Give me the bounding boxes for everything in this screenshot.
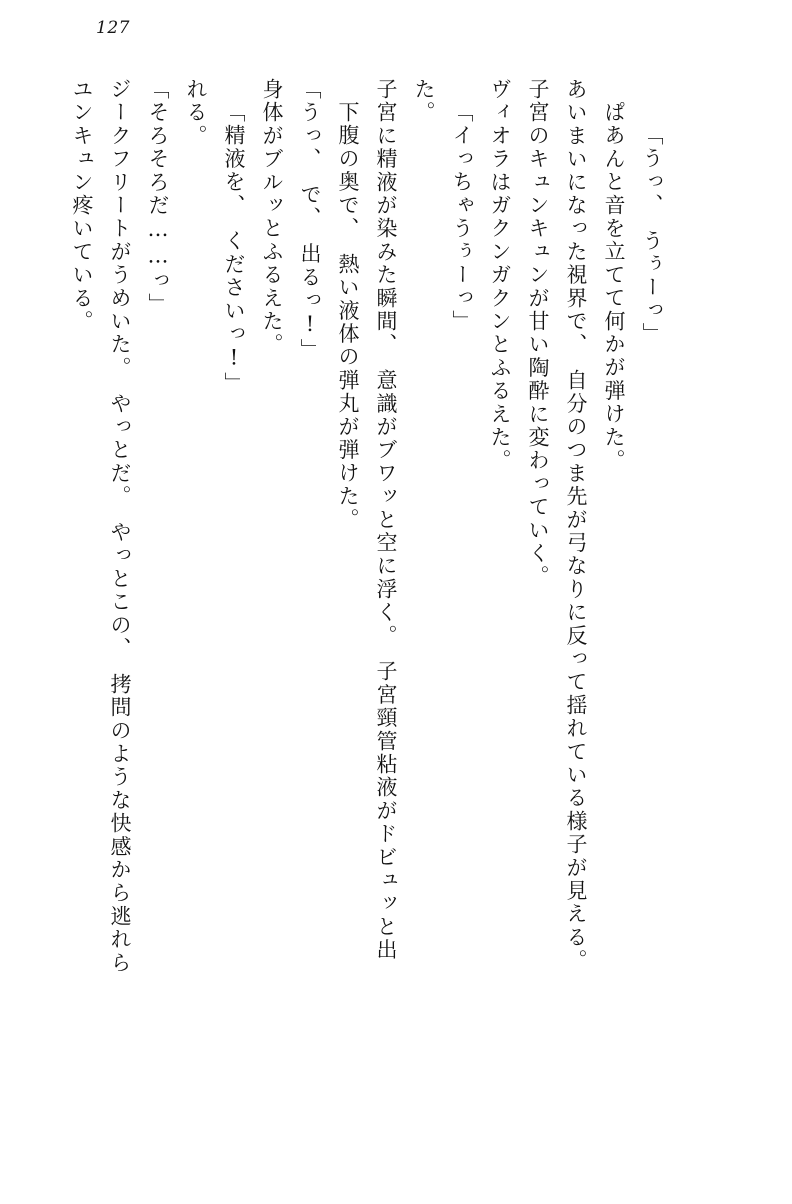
- text-column: 「イっちゃうぅーっ」: [450, 101, 474, 333]
- text-column: た。: [412, 78, 436, 125]
- text-column: 子宮に精液が染みた瞬間、 意識がブワッと空に浮く。 子宮頸管粘液がドビュッと出: [374, 78, 398, 962]
- text-column: ジークフリートがうめいた。 やっとだ。 やっとこの、 拷問のような快感から逃れら: [108, 78, 132, 975]
- text-column: 「うっ、 で、 出るっ!」: [298, 78, 322, 362]
- text-column: れる。: [184, 78, 208, 148]
- text-column: 子宮のキュンキュンが甘い陶酔に変わっていく。: [526, 78, 550, 589]
- text-column: あいまいになった視界で、 自分のつま先が弓なりに反って揺れている様子が見える。: [564, 78, 588, 973]
- text-column: 下腹の奥で、 熱い液体の弾丸が弾けた。: [336, 101, 360, 532]
- text-column: 「うっ、 うぅーっ」: [640, 124, 664, 346]
- text-column: ぱあんと音を立てて何かが弾けた。: [602, 101, 626, 473]
- text-column: 身体がブルッとふるえた。: [260, 78, 284, 357]
- vertical-text-body: [54, 78, 774, 1158]
- text-column: ヴィオラはガクンガクンとふるえた。: [488, 78, 512, 473]
- text-column: 「精液を、 くださいっ!」: [222, 101, 246, 396]
- text-column: 「そろそろだ……っ」: [146, 78, 170, 316]
- text-column: ユンキュン疼いている。: [70, 78, 94, 334]
- page-number: 127: [96, 18, 130, 38]
